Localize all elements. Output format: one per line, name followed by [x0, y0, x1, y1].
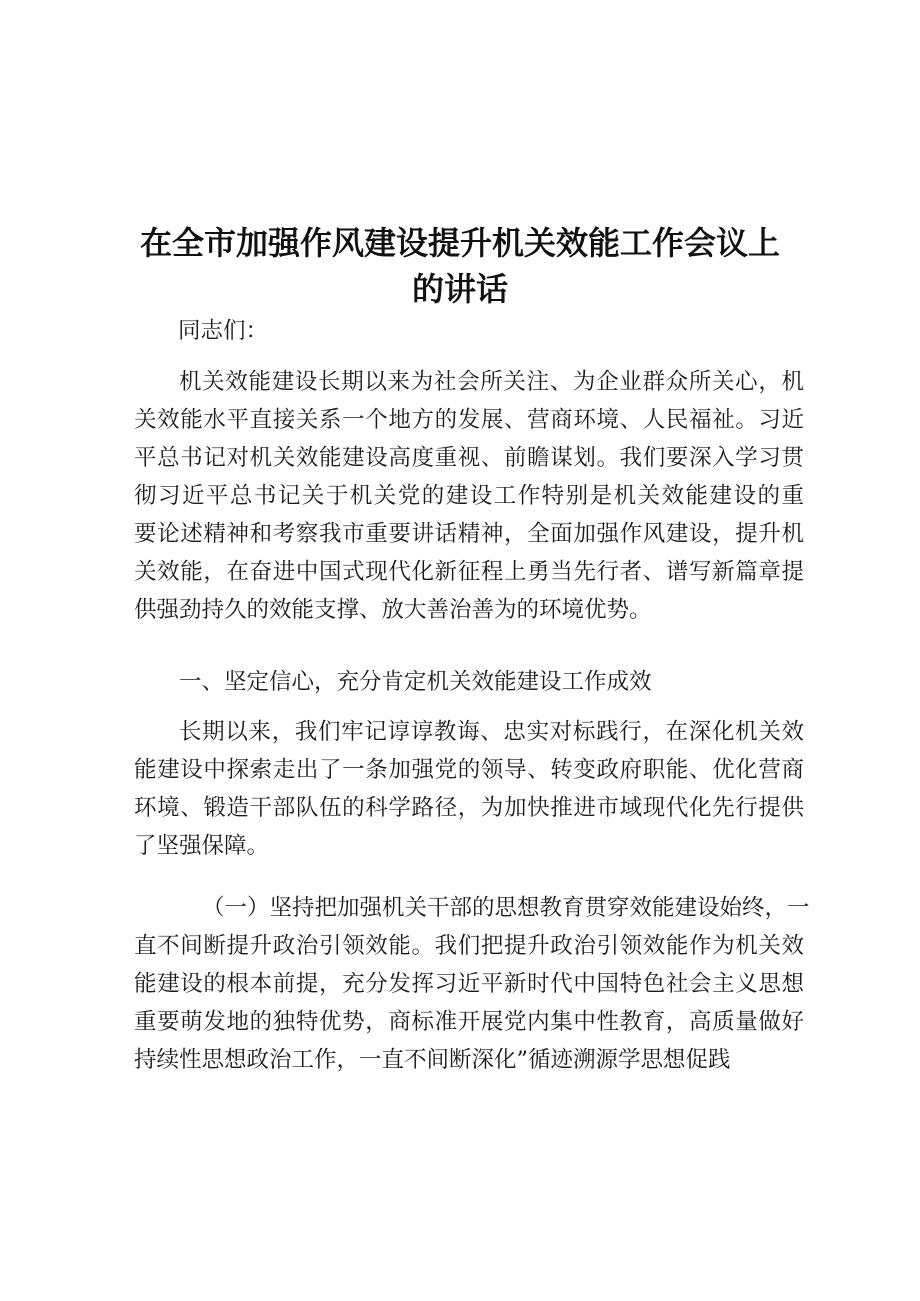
paragraph-line: 直不间断提升政治引领效能。我们把提升政治引领效能作为机关效 — [134, 933, 804, 959]
title-line-2: 的讲话 — [411, 270, 508, 308]
paragraph-line: 关效能，在奋进中国式现代化新征程上勇当先行者、谱写新篇章提 — [134, 559, 804, 585]
section-heading-text: 一、坚定信心，充分肯定机关效能建设工作成效 — [179, 669, 652, 695]
section-heading-1 — [134, 663, 804, 701]
paragraph-achievements — [134, 713, 804, 865]
salutation — [134, 312, 804, 350]
paragraph-line: 环境、锻造干部队伍的科学路径，为加快推进市域现代化先行提供 — [134, 795, 804, 821]
paragraph-intro — [134, 363, 804, 629]
paragraph-line: 重要萌发地的独特优势，商标准开展党内集中性教育，高质量做好 — [134, 1009, 804, 1035]
salutation-text: 同志们： — [178, 318, 269, 344]
title-line-1: 在全市加强作风建设提升机关效能工作会议上 — [139, 224, 780, 262]
paragraph-line: 要论述精神和考察我市重要讲话精神，全面加强作风建设，提升机 — [134, 521, 804, 547]
paragraph-line: 能建设中探索走出了一条加强党的领导、转变政府职能、优化营商 — [134, 757, 804, 783]
paragraph-line: 机关效能建设长期以来为社会所关注、为企业群众所关心，机 — [179, 369, 804, 395]
paragraph-subsection-1 — [134, 889, 810, 1079]
paragraph-line: 关效能水平直接关系一个地方的发展、营商环境、人民福祉。习近 — [134, 407, 804, 433]
paragraph-line: 长期以来，我们牢记谆谆教诲、忠实对标践行，在深化机关效 — [179, 719, 804, 745]
paragraph-line: 彻习近平总书记关于机关党的建设工作特别是机关效能建设的重 — [134, 483, 804, 509]
paragraph-line: 供强劲持久的效能支撑、放大善治善为的环境优势。 — [134, 597, 652, 623]
paragraph-line: 能建设的根本前提，充分发挥习近平新时代中国特色社会主义思想 — [134, 971, 804, 997]
paragraph-line: （一）坚持把加强机关干部的思想教育贯穿效能建设始终，一 — [202, 895, 810, 921]
document-title — [130, 220, 790, 312]
paragraph-line: 了坚强保障。 — [134, 833, 270, 859]
paragraph-line: 持续性思想政治工作，一直不间断深化”循迹溯源学思想促践 — [134, 1047, 731, 1073]
paragraph-line: 平总书记对机关效能建设高度重视、前瞻谋划。我们要深入学习贯 — [134, 445, 804, 471]
